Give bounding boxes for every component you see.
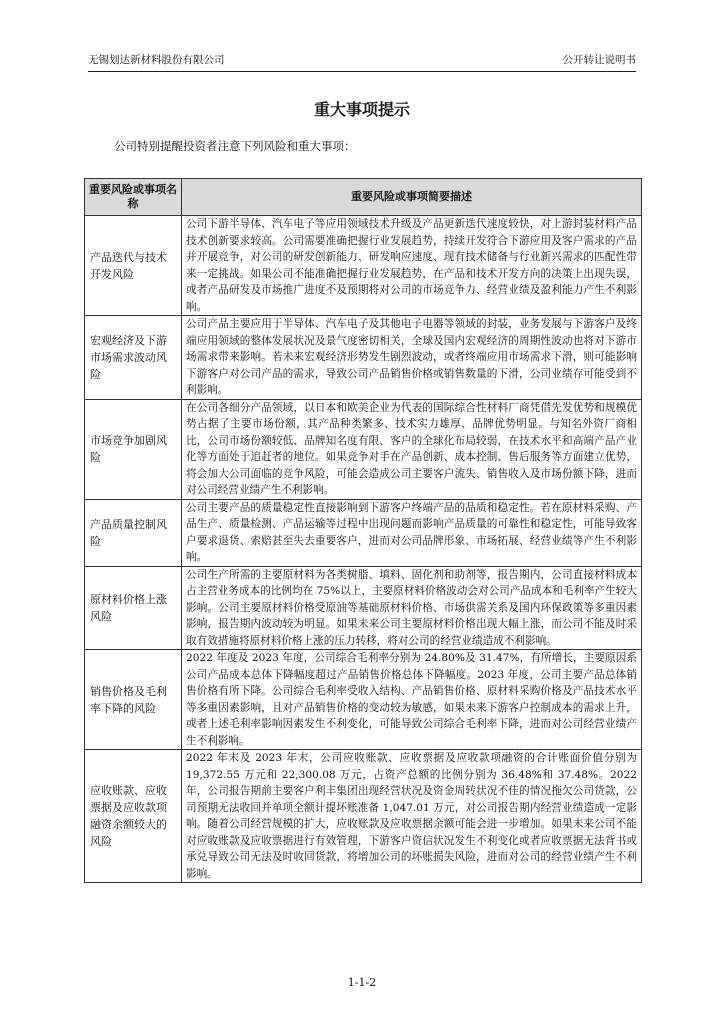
risk-name: 原材料价格上涨风险 [85, 566, 182, 650]
page-title: 重大事项提示 [313, 100, 410, 119]
risk-description: 公司下游半导体、汽车电子等应用领域技术升级及产品更新迭代速度较快，对上游封装材料产品技术创新要求较高。公司需要准确把握行业发展趋势，持续开发符合下游应用及客户需求的产品并开展竞争，对公司的研发创新能力、研发响应速度、现有技术储备与行业新兴需求的匹配性带来一定挑战。如果公司不能准确把握行业发展趋势，在产品和技术开发方向的决策上出现失误，或者产品研发及市场推广进度不及预期将对公司的市场竞争力、经营业绩及盈利能力产生不利影响。 [182, 216, 642, 316]
risk-table [84, 178, 642, 883]
column-header-risk-name: 重要风险或事项名称 [85, 179, 182, 216]
risk-name: 产品质量控制风险 [85, 499, 182, 566]
column-header-risk-description: 重要风险或事项简要描述 [182, 179, 642, 216]
risk-description: 2022 年末及 2023 年末，公司应收账款、应收票据及应收款项融资的合计账面价值分别为 19,372.55 万元和 22,300.08 万元，占资产总额的比例分别为 36.48%和 37.48%。2022 年，公司报告期前主要客户利丰集团出现经营状况及资金周转状况不佳的情况拖欠公司货款，公司预期无法收回并单项全额计提坏账准备 1,047.01 万元，对公司报告期内经营业绩造成一定影响。随着公司经营规模的扩大，应收账款及应收票据余额可能会进一步增加。如果未来公司不能对应收账款及应收票据进行有效管理，下游客户资信状况发生不利变化或者应收票据无法背书或承兑导致公司无法及时收回货款，将增加公司的坏账损失风险，进而对公司的经营业绩产生不利影响。 [182, 750, 642, 883]
risk-name: 市场竞争加剧风险 [85, 399, 182, 499]
risk-description: 公司生产所需的主要原材料为各类树脂、填料、固化剂和助剂等，报告期内，公司直接材料成本占主营业务成本的比例均在 75%以上，主要原材料价格波动会对公司产品成本和毛利率产生较大影响。公司主要原材料价格受原油等基础原材料价格、市场供需关系及国内环保政策等多重因素影响，报告期内波动较为明显。如果未来公司主要原材料价格出现大幅上涨，而公司不能及时采取有效措施将原材料价格上涨的压力转移，将对公司的经营业绩造成不利影响。 [182, 566, 642, 650]
header-company-name: 无锡划达新材料股份有限公司 [88, 54, 225, 66]
risk-name: 产品迭代与技术开发风险 [85, 216, 182, 316]
risk-description: 公司主要产品的质量稳定性直接影响到下游客户终端产品的品质和稳定性。若在原材料采购、产品生产、质量检测、产品运输等过程中出现问题而影响产品质量的可靠性和稳定性，可能导致客户要求退货、索赔甚至失去重要客户，进而对公司品牌形象、市场拓展、经营业绩等产生不利影响。 [182, 499, 642, 566]
table-row [85, 399, 642, 499]
risk-description: 在公司各细分产品领域，以日本和欧美企业为代表的国际综合性材料厂商凭借先发优势和规模优势占据了主要市场份额，其产品种类繁多、技术实力雄厚、品牌优势明显。与知名外资厂商相比，公司市场份额较低、品牌知名度有限、客户的全球化布局较弱，在技术水平和高端产品产业化等方面处于追赶者的地位。如果竞争对手在产品创新、成本控制、售后服务等方面建立优势，将会加大公司面临的竞争风险，可能会造成公司主要客户流失、销售收入及市场份额下降，进而对公司经营业绩产生不利影响。 [182, 399, 642, 499]
table-row [85, 650, 642, 750]
table-row [85, 566, 642, 650]
page-number: 1-1-2 [347, 976, 377, 989]
table-row [85, 216, 642, 316]
table-row [85, 499, 642, 566]
table-header-row [85, 179, 642, 216]
risk-description: 2022 年度及 2023 年度，公司综合毛利率分别为 24.80%及 31.47%，有所增长，主要原因系公司产品成本总体下降幅度超过产品销售价格总体下降幅度。2023 年度，公司主要产品总体销售价格有所下降。公司综合毛利率受收入结构、产品销售价格、原材料采购价格及产品技术水平等多重因素影响，且对产品销售价格的变动较为敏感，如果未来下游客户控制成本的需求上升，或者上述毛利率影响因素发生不利变化，可能导致公司综合毛利率下降，进而对公司经营业绩产生不利影响。 [182, 650, 642, 750]
risk-description: 公司产品主要应用于半导体、汽车电子及其他电子电器等领域的封装，业务发展与下游客户及终端应用领域的整体发展状况及景气度密切相关，全球及国内宏观经济的周期性波动也将对下游市场需求带来影响。若未来宏观经济形势发生剧烈波动，或者终端应用市场需求下滑，则可能影响下游客户对公司产品的需求，导致公司产品销售价格或销售数量的下滑，公司业绩存可能受到不利影响。 [182, 316, 642, 400]
intro-paragraph: 公司特别提醒投资者注意下列风险和重大事项： [114, 139, 356, 153]
table-row [85, 316, 642, 400]
table-row [85, 750, 642, 883]
header-document-type: 公开转让说明书 [562, 54, 636, 66]
risk-name: 应收账款、应收票据及应收款项融资余额较大的风险 [85, 750, 182, 883]
risk-name: 销售价格及毛利率下降的风险 [85, 650, 182, 750]
page-header [88, 52, 636, 72]
risk-name: 宏观经济及下游市场需求波动风险 [85, 316, 182, 400]
